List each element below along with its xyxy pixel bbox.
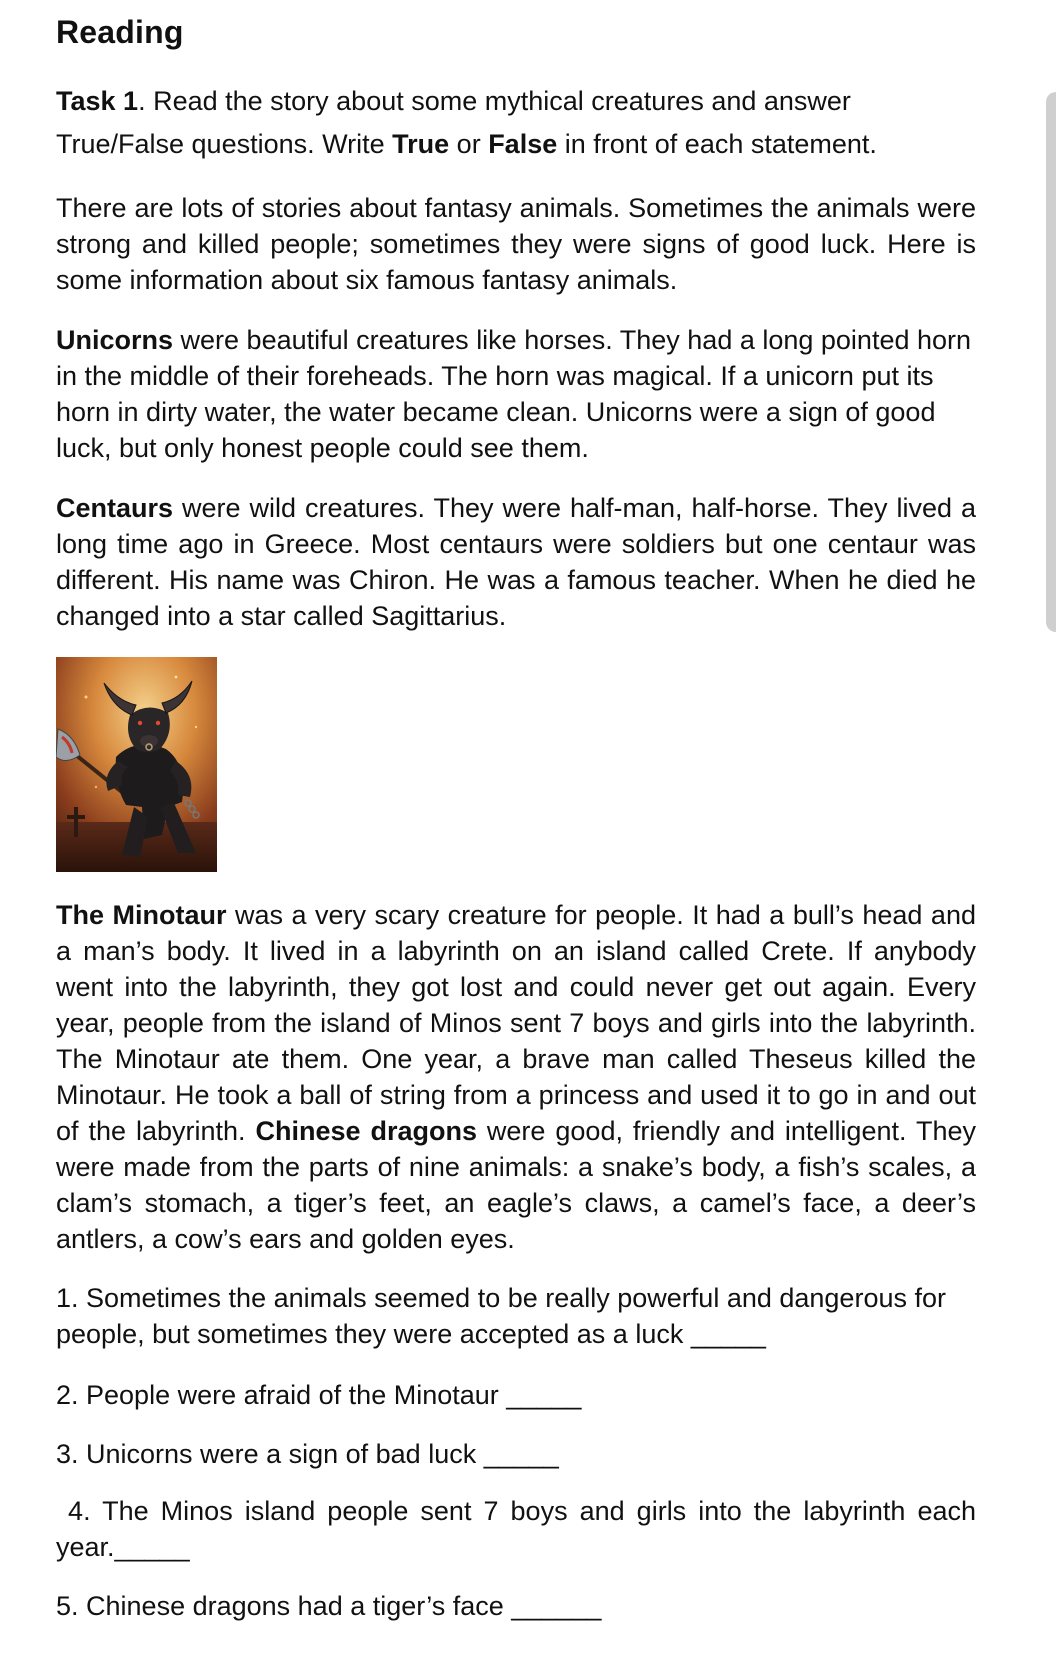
answer-blank[interactable]: _____ [476, 1439, 559, 1469]
scrollbar[interactable] [1046, 92, 1056, 632]
answer-blank[interactable]: _____ [683, 1319, 766, 1349]
minotaur-paragraph [56, 897, 976, 1257]
task-text-b: or [449, 129, 489, 159]
task-instructions [56, 80, 976, 166]
unicorns-text: were beautiful creatures like horses. They had a long pointed horn in the middle of their foreheads. The horn was magical. If a unicorn put its horn in dirty water, the water became clean. Unicorns were a sign of good luck, but only honest people could see them. [56, 325, 972, 463]
task-text-c: in front of each statement. [557, 129, 877, 159]
minotaur-illustration-icon [56, 657, 217, 872]
dragons-text: were good, friendly and intelligent. They were made from the parts of nine animals: a snake’s body, a fish’s scales, a clam’s stomach, a tiger’s feet, an eagle’s claws, a camel’s face, a deer’s antlers, a cow’s ears and golden eyes. [56, 1116, 976, 1254]
dragons-heading: Chinese dragons [255, 1116, 477, 1146]
minotaur-image [56, 657, 217, 872]
answer-blank[interactable]: ______ [503, 1591, 602, 1621]
question-4 [56, 1493, 984, 1565]
page-title: Reading [56, 14, 184, 50]
unicorns-heading: Unicorns [56, 325, 174, 355]
minotaur-heading: The Minotaur [56, 900, 227, 930]
minotaur-text: was a very scary creature for people. It had a bull’s head and a man’s body. It lived in a labyrinth on an island called Crete. If anybody went into the labyrinth, they got lost and could never get out again. Every year, people from the island of Minos sent 7 boys and girls into the labyrinth. The Minotaur ate them. One year, a brave man called Theseus killed the Minotaur. He took a ball of string from a princess and used it to go in and out of the labyrinth. [56, 900, 976, 1146]
centaurs-text: were wild creatures. They were half-man, half-horse. They lived a long time ago in Greece. Most centaurs were soldiers but one centaur was different. His name was Chiron. He was a famous teacher. When he died he changed into a star called Sagittarius. [56, 493, 976, 631]
question-1 [56, 1280, 976, 1352]
question-text: 1. Sometimes the animals seemed to be really powerful and dangerous for people, but sometimes they were accepted as a luck [56, 1283, 946, 1349]
centaurs-paragraph [56, 490, 976, 634]
centaurs-heading: Centaurs [56, 493, 174, 523]
intro-paragraph: There are lots of stories about fantasy animals. Sometimes the animals were strong and killed people; sometimes they were signs of good luck. Here is some information about six famous fantasy animals. [56, 193, 976, 295]
question-text: 5. Chinese dragons had a tiger’s face [56, 1591, 504, 1621]
question-5 [56, 1588, 976, 1624]
question-text: 4. The Minos island people sent 7 boys and girls into the labyrinth each year. [56, 1496, 984, 1562]
true-word: True [392, 129, 450, 159]
unicorns-paragraph [56, 322, 976, 466]
answer-blank[interactable]: _____ [498, 1380, 582, 1410]
question-3 [56, 1436, 976, 1472]
answer-blank[interactable]: _____ [114, 1532, 190, 1562]
false-word: False [488, 129, 558, 159]
question-text: 2. People were afraid of the Minotaur [56, 1380, 499, 1410]
task-label: Task 1 [56, 86, 139, 116]
question-2 [56, 1377, 976, 1413]
task-text-a: . Read the story about some mythical creatures and answer True/False questions. Write [56, 86, 851, 159]
question-text: 3. Unicorns were a sign of bad luck [56, 1439, 477, 1469]
